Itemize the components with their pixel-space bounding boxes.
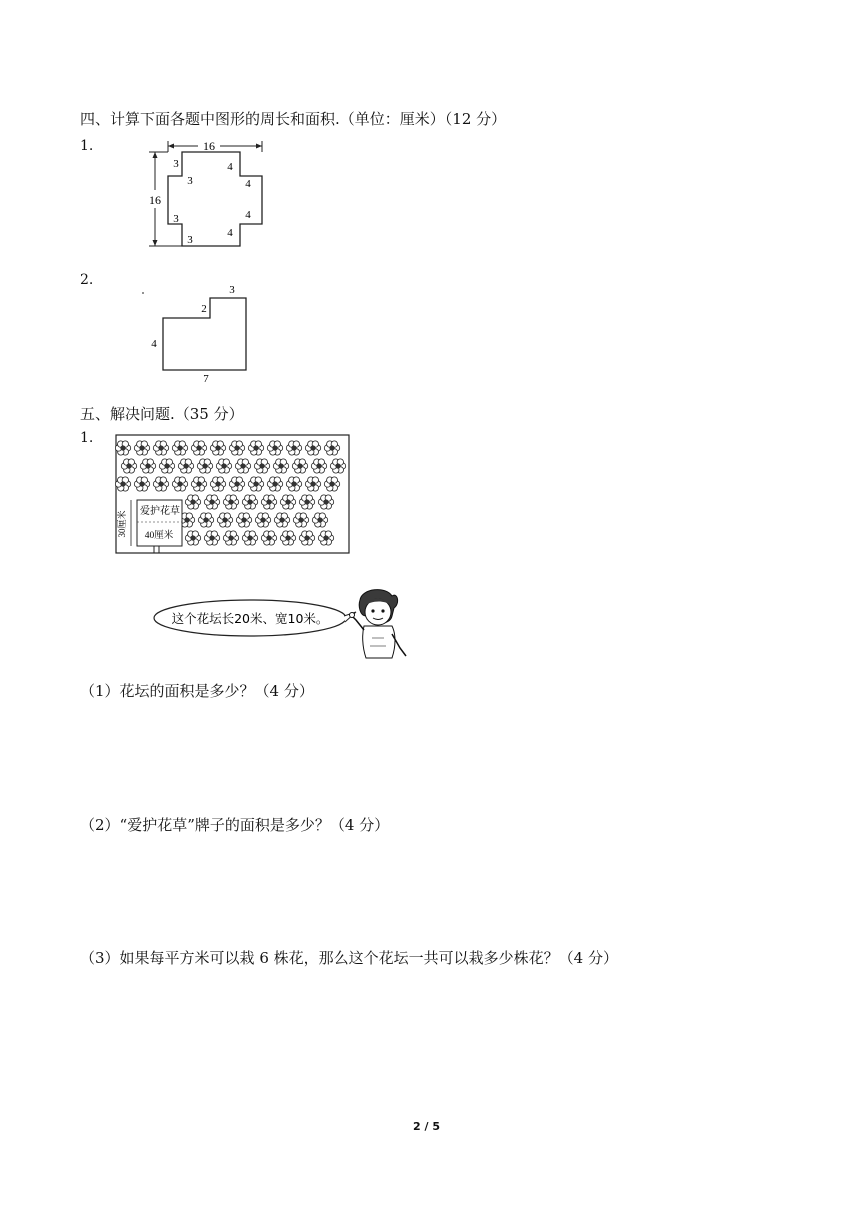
cross-label: 3 (173, 213, 179, 225)
flower-icon (134, 441, 149, 455)
flower-icon (197, 459, 212, 473)
flower-icon (223, 495, 238, 509)
flower-icon (172, 441, 187, 455)
flower-icon (248, 477, 263, 491)
flower-icon (216, 459, 231, 473)
flower-icon (204, 495, 219, 509)
flower-icon (223, 531, 238, 545)
flower-icon (292, 459, 307, 473)
flower-icon (242, 531, 257, 545)
cross-label: 4 (245, 209, 251, 221)
sub-question-1: （1）花坛的面积是多少？（4 分） (80, 682, 314, 700)
page-number: 2 / 5 (413, 1120, 440, 1133)
flower-icon (235, 459, 250, 473)
flower-icon (280, 495, 295, 509)
flower-icon (280, 531, 295, 545)
cross-outline (168, 152, 262, 246)
flower-icon (217, 513, 232, 527)
sub-question-3: （3）如果每平方米可以栽 6 株花，那么这个花坛一共可以栽多少株花？（4 分） (80, 949, 618, 967)
cross-label: 3 (173, 158, 179, 170)
flower-icon (115, 441, 130, 455)
sign-text: 爱护花草 (140, 506, 180, 517)
flower-icon (286, 441, 301, 455)
flower-icon (134, 477, 149, 491)
flower-icon (204, 531, 219, 545)
stray-dot (142, 292, 144, 294)
cross-label: 3 (187, 234, 193, 246)
flower-icon (318, 495, 333, 509)
flower-icon (229, 477, 244, 491)
flower-icon (191, 441, 206, 455)
flower-icon (236, 513, 251, 527)
flower-icon (210, 441, 225, 455)
flower-icon (140, 459, 155, 473)
flower-icon (261, 495, 276, 509)
flower-icon (293, 513, 308, 527)
left-dim-label: 16 (149, 193, 161, 207)
boy-character (350, 590, 407, 658)
flower-icon (305, 477, 320, 491)
cross-shape-figure (138, 138, 278, 254)
flower-icon (255, 513, 270, 527)
flower-icon (299, 531, 314, 545)
flowerbed-illustration (115, 434, 351, 556)
sub-question-2: （2）“爱护花草”牌子的面积是多少？（4 分） (80, 816, 390, 834)
step-label: 2 (201, 303, 207, 315)
flower-icon (185, 495, 200, 509)
flower-icon (324, 477, 339, 491)
sign-height-label: 30厘米 (117, 510, 127, 538)
flower-icon (274, 513, 289, 527)
flower-icon (115, 477, 130, 491)
flower-icon (273, 459, 288, 473)
l-shape-figure (138, 280, 258, 390)
speech-text: 这个花坛长20米、宽10米。 (171, 611, 329, 626)
bottom-label: 7 (203, 373, 209, 385)
sign-width-label: 40厘米 (144, 531, 174, 541)
flower-icon (311, 459, 326, 473)
flower-icon (318, 531, 333, 545)
flower-icon (254, 459, 269, 473)
flower-icon (191, 477, 206, 491)
flower-icon (324, 441, 339, 455)
section-4-heading: 四、计算下面各题中图形的周长和面积.（单位：厘米）（12 分） (80, 110, 507, 128)
problem-1-number: 1. (80, 430, 94, 446)
flower-icon (248, 441, 263, 455)
flower-icon (286, 477, 301, 491)
flower-icon (261, 531, 276, 545)
top-label: 3 (229, 284, 235, 296)
flower-icon (210, 477, 225, 491)
flower-icon (172, 477, 187, 491)
flower-icon (198, 513, 213, 527)
flower-icon (153, 441, 168, 455)
flower-icon (267, 477, 282, 491)
question-2-number: 2. (80, 272, 94, 288)
flower-icon (330, 459, 345, 473)
flower-icon (305, 441, 320, 455)
left-label: 4 (151, 338, 157, 350)
section-5-heading: 五、解决问题.（35 分） (80, 405, 244, 423)
top-dim-label: 16 (203, 139, 215, 153)
flower-icon (267, 441, 282, 455)
cross-label: 4 (227, 161, 233, 173)
flower-icon (185, 531, 200, 545)
flower-icon (242, 495, 257, 509)
flower-icon (299, 495, 314, 509)
flower-icon (121, 459, 136, 473)
flower-icon (159, 459, 174, 473)
flower-icon (312, 513, 327, 527)
cross-label: 4 (245, 178, 251, 190)
speech-scene (148, 586, 412, 664)
flower-icon (178, 459, 193, 473)
question-1-number: 1. (80, 138, 94, 154)
cross-label: 3 (187, 175, 193, 187)
flower-icon (153, 477, 168, 491)
flower-icon (229, 441, 244, 455)
cross-label: 4 (227, 227, 233, 239)
